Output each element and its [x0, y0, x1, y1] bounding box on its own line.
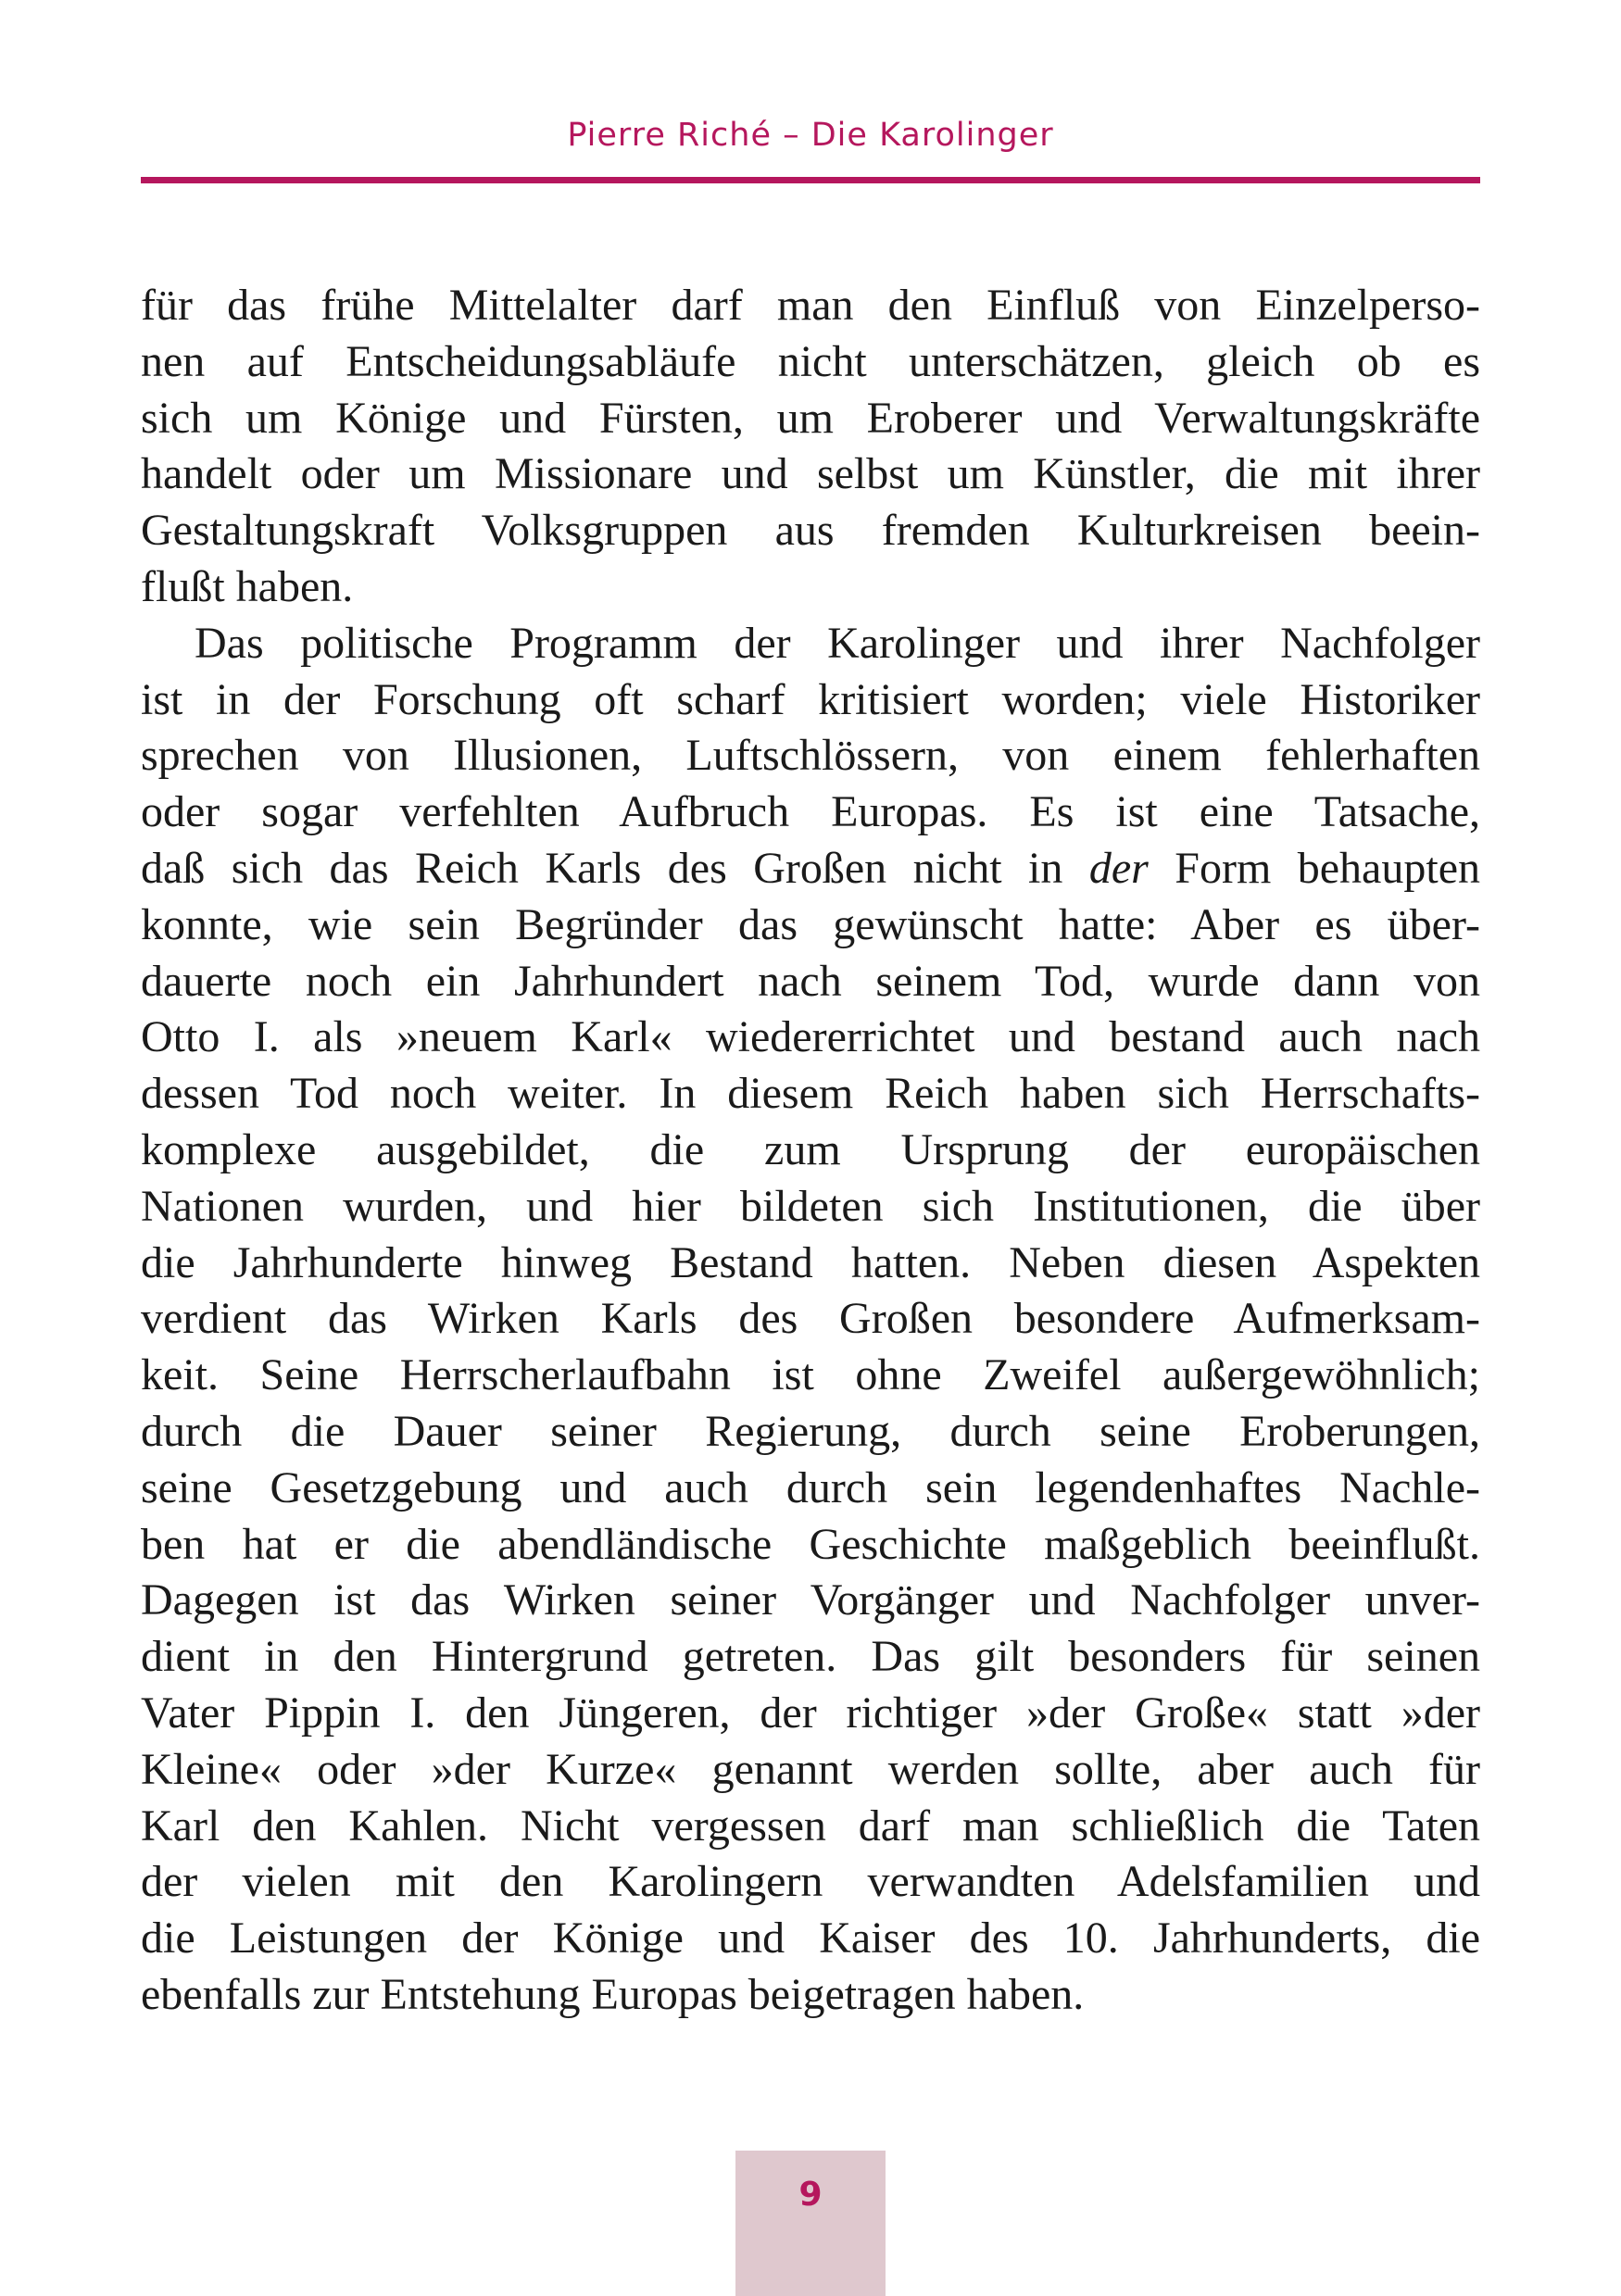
text-line: keit. Seine Herrscherlaufbahn ist ohne Zweifel außergewöhnlich; [141, 1350, 1480, 1400]
text-line: sich um Könige und Fürsten, um Eroberer und Verwaltungskräfte [141, 393, 1480, 443]
text-line: Vater Pippin I. den Jüngeren, der richtiger »der Große« statt »der [141, 1687, 1480, 1738]
text-line: die Jahrhunderte hinweg Bestand hatten. Neben diesen Aspekten [141, 1237, 1480, 1287]
text-line: verdient das Wirken Karls des Großen besondere Aufmerksam- [141, 1294, 1480, 1344]
text-line: für das frühe Mittelalter darf man den Einfluß von Einzelperso- [141, 281, 1480, 330]
text-line: daß sich das Reich Karls des Großen nicht in der Form behaupten [141, 843, 1480, 893]
text-line: Gestaltungskraft Volksgruppen aus fremden Kulturkreisen beein- [141, 506, 1480, 556]
text-line: dient in den Hintergrund getreten. Das gilt besonders für seinen [141, 1632, 1480, 1682]
text-line: Karl den Kahlen. Nicht vergessen darf man schließlich die Taten [141, 1800, 1480, 1851]
text-line: ebenfalls zur Entstehung Europas beigetragen haben. [141, 1969, 1085, 2019]
text-line: Nationen wurden, und hier bildeten sich Institutionen, die über [141, 1181, 1480, 1231]
text-line: handelt oder um Missionare und selbst um Künstler, die mit ihrer [141, 449, 1480, 499]
text-line: der vielen mit den Karolingern verwandten Adelsfamilien und [141, 1857, 1480, 1907]
text-line: dessen Tod noch weiter. In diesem Reich haben sich Herrschafts- [141, 1069, 1480, 1119]
running-header: Pierre Riché – Die Karolinger [567, 117, 1054, 154]
text-line: Kleine« oder »der Kurze« genannt werden sollte, aber auch für [141, 1744, 1480, 1794]
page-number: 9 [798, 2176, 823, 2214]
paragraph [141, 278, 1480, 616]
text-line: seine Gesetzgebung und auch durch sein legendenhaftes Nachle- [141, 1462, 1480, 1512]
page-number-box [735, 2151, 886, 2296]
emphasized-word: der [1088, 843, 1149, 893]
text-line: Otto I. als »neuem Karl« wiedererrichtet und bestand auch nach [141, 1012, 1480, 1062]
paragraph [141, 616, 1480, 2024]
text-line: konnte, wie sein Begründer das gewünscht hatte: Aber es über- [141, 899, 1480, 949]
text-line: Das politische Programm der Karolinger und ihrer Nachfolger [195, 618, 1480, 668]
text-line: Dagegen ist das Wirken seiner Vorgänger und Nachfolger unver- [141, 1575, 1480, 1625]
text-line: oder sogar verfehlten Aufbruch Europas. Es ist eine Tatsache, [141, 787, 1480, 837]
text-line: ist in der Forschung oft scharf kritisiert worden; viele Historiker [141, 674, 1480, 724]
text-line: ben hat er die abendländische Geschichte maßgeblich beeinflußt. [141, 1519, 1480, 1569]
text-line: flußt haben. [141, 561, 354, 611]
text-line: dauerte noch ein Jahrhundert nach seinem Tod, wurde dann von [141, 956, 1480, 1006]
text-line: komplexe ausgebildet, die zum Ursprung der europäischen [141, 1124, 1480, 1174]
text-line: sprechen von Illusionen, Luftschlössern, von einem fehlerhaften [141, 731, 1480, 781]
text-line: durch die Dauer seiner Regierung, durch seine Eroberungen, [141, 1406, 1480, 1456]
header-rule [141, 177, 1480, 183]
text-line: nen auf Entscheidungsabläufe nicht unterschätzen, gleich ob es [141, 336, 1480, 386]
text-line: die Leistungen der Könige und Kaiser des 10. Jahrhunderts, die [141, 1913, 1480, 1964]
body-text [141, 278, 1480, 2024]
